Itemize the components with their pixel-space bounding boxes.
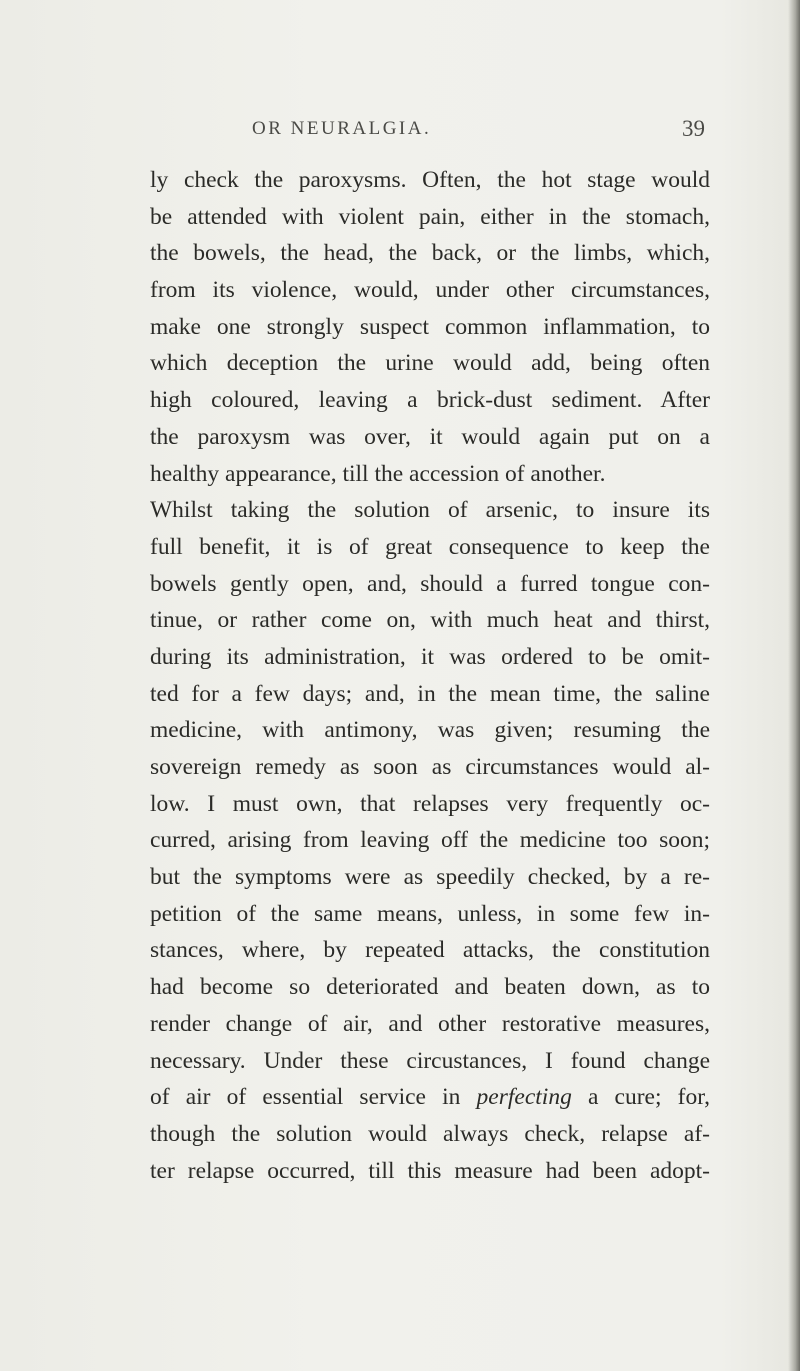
text-line: from its violence, would, under other circumstances,: [150, 277, 710, 304]
text-line: render change of air, and other restorative measures,: [150, 1010, 710, 1037]
text-segment: of air of essential service in: [150, 1084, 477, 1111]
text-line: healthy appearance, till the accession of another.: [150, 460, 606, 487]
text-line: Whilst taking the solution of arsenic, to insure its: [150, 497, 710, 524]
page-number: 39: [682, 116, 705, 141]
text-line: though the solution would always check, relapse af-: [150, 1120, 710, 1147]
text-line: low. I must own, that relapses very frequently oc-: [150, 790, 710, 817]
text-line: stances, where, by repeated attacks, the constitution: [150, 937, 710, 964]
text-line: which deception the urine would add, being often: [150, 350, 710, 377]
text-line: curred, arising from leaving off the medicine too soon;: [150, 827, 710, 854]
text-line: sovereign remedy as soon as circumstances would al-: [150, 754, 710, 780]
text-segment: a cure; for,: [571, 1084, 710, 1111]
text-line: the bowels, the head, the back, or the limbs, which,: [150, 240, 710, 267]
body-text: [150, 162, 710, 1189]
running-title: OR NEURALGIA.: [252, 118, 432, 139]
italic-word: perfecting: [476, 1084, 572, 1111]
text-line: bowels gently open, and, should a furred tongue con-: [150, 570, 710, 597]
text-line: tinue, or rather come on, with much heat and thirst,: [150, 607, 710, 634]
text-line: during its administration, it was ordered to be omit-: [150, 643, 710, 670]
text-line: the paroxysm was over, it would again put on a: [150, 423, 710, 450]
page-edge-shadow: [788, 0, 800, 1371]
text-line: petition of the same means, unless, in some few in-: [150, 900, 710, 927]
text-line: be attended with violent pain, either in the stomach,: [150, 203, 710, 230]
text-line: medicine, with antimony, was given; resuming the: [150, 717, 710, 744]
text-line: full benefit, it is of great consequence to keep the: [150, 533, 710, 560]
text-line: had become so deteriorated and beaten down, as to: [150, 974, 710, 1001]
text-line: ly check the paroxysms. Often, the hot stage would: [150, 167, 710, 193]
text-line-with-italic: [150, 1079, 710, 1116]
text-line: but the symptoms were as speedily checked, by a re-: [150, 864, 710, 891]
text-line: ted for a few days; and, in the mean time, the saline: [150, 680, 710, 707]
running-head: [0, 118, 800, 148]
text-line: make one strongly suspect common inflammation, to: [150, 313, 710, 340]
text-line: necessary. Under these circustances, I found change: [150, 1047, 710, 1074]
text-line: high coloured, leaving a brick-dust sediment. After: [150, 387, 710, 414]
text-line: ter relapse occurred, till this measure had been adopt-: [150, 1157, 710, 1184]
